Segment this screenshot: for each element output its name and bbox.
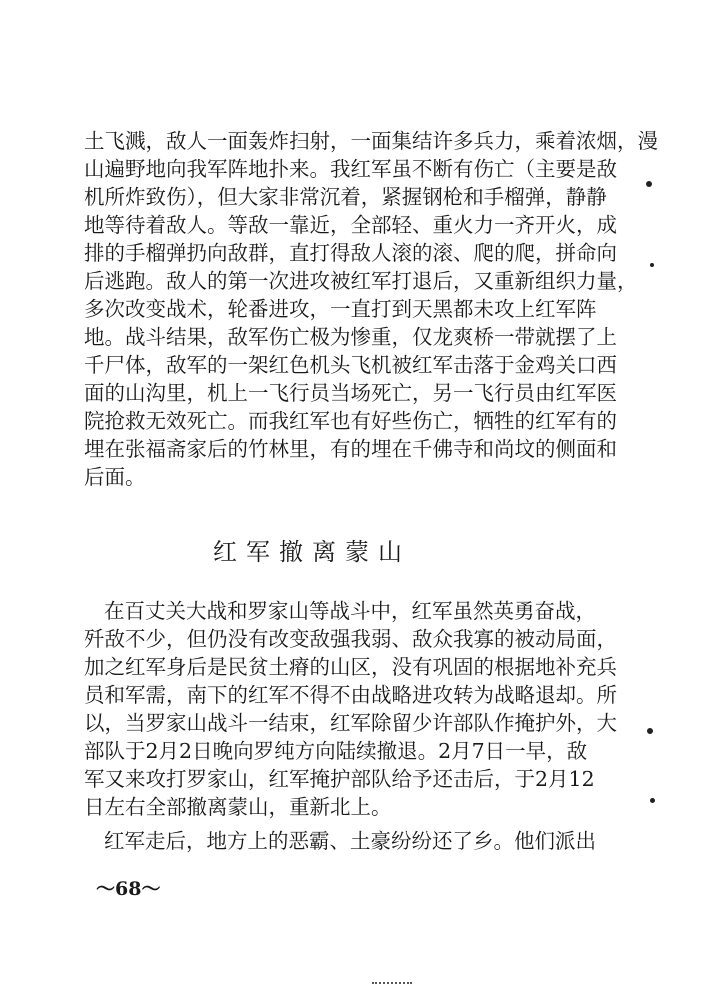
text-line: 千尸体，敌军的一架红色机头飞机被红军击落于金鸡关口西 [84, 353, 617, 377]
text-line: 排的手榴弹扔向敌群，直打得敌人滚的滚、爬的爬，拼命向 [84, 241, 617, 265]
text-line: 以，当罗家山战斗一结束，红军除留少许部队作掩护外，大 [84, 711, 617, 735]
text-line: 歼敌不少，但仍没有改变敌强我弱、敌众我寡的被动局面， [84, 627, 617, 651]
text-line: 部队于2月2日晚向罗纯方向陆续撤退。2月7日一早，敌 [84, 739, 588, 763]
text-line: 地。战斗结果，敌军伤亡极为惨重，仅龙爽桥一带就摆了上 [84, 325, 617, 349]
scan-speck [650, 798, 655, 803]
text-line: 机所炸致伤），但大家非常沉着，紧握钢枪和手榴弹，静静 [84, 185, 607, 209]
text-line: 后逃跑。敌人的第一次进攻被红军打退后，又重新组织力量， [84, 269, 638, 293]
text-line: 日左右全部撤离蒙山，重新北上。 [84, 795, 392, 819]
text-line: 后面。 [84, 465, 146, 489]
text-line: 红军走后，地方上的恶霸、土豪纷纷还了乡。他们派出 [104, 829, 596, 853]
text-line: 院抢救无效死亡。而我红军也有好些伤亡，牺牲的红军有的 [84, 409, 617, 433]
text-line: 多次改变战术，轮番进攻，一直打到天黑都未攻上红军阵 [84, 297, 597, 321]
scan-speck [650, 263, 654, 267]
page-number: ～68～ [96, 878, 161, 900]
scan-speck [647, 728, 653, 734]
text-line: 土飞溅，敌人一面轰炸扫射，一面集结许多兵力，乘着浓烟，漫 [84, 129, 658, 153]
scan-speck [646, 181, 652, 187]
text-line: 面的山沟里，机上一飞行员当场死亡，另一飞行员由红军医 [84, 381, 617, 405]
text-line: 山遍野地向我军阵地扑来。我红军虽不断有伤亡（主要是敌 [84, 157, 617, 181]
section-heading: 红军撤离蒙山 [213, 538, 411, 566]
text-line: 在百丈关大战和罗家山等战斗中，红军虽然英勇奋战， [104, 599, 596, 623]
text-line: 埋在张福斋家后的竹林里，有的埋在千佛寺和尚坟的侧面和 [84, 437, 617, 461]
text-line: 员和军需，南下的红军不得不由战略进攻转为战略退却。所 [84, 683, 617, 707]
text-line: 加之红军身后是民贫土瘠的山区，没有巩固的根据地补充兵 [84, 655, 617, 679]
text-line: 地等待着敌人。等敌一靠近，全部轻、重火力一齐开火，成 [84, 213, 617, 237]
scan-artifact-dots [372, 982, 412, 987]
text-line: 军又来攻打罗家山，红军掩护部队给予还击后，于2月12 [84, 767, 595, 791]
